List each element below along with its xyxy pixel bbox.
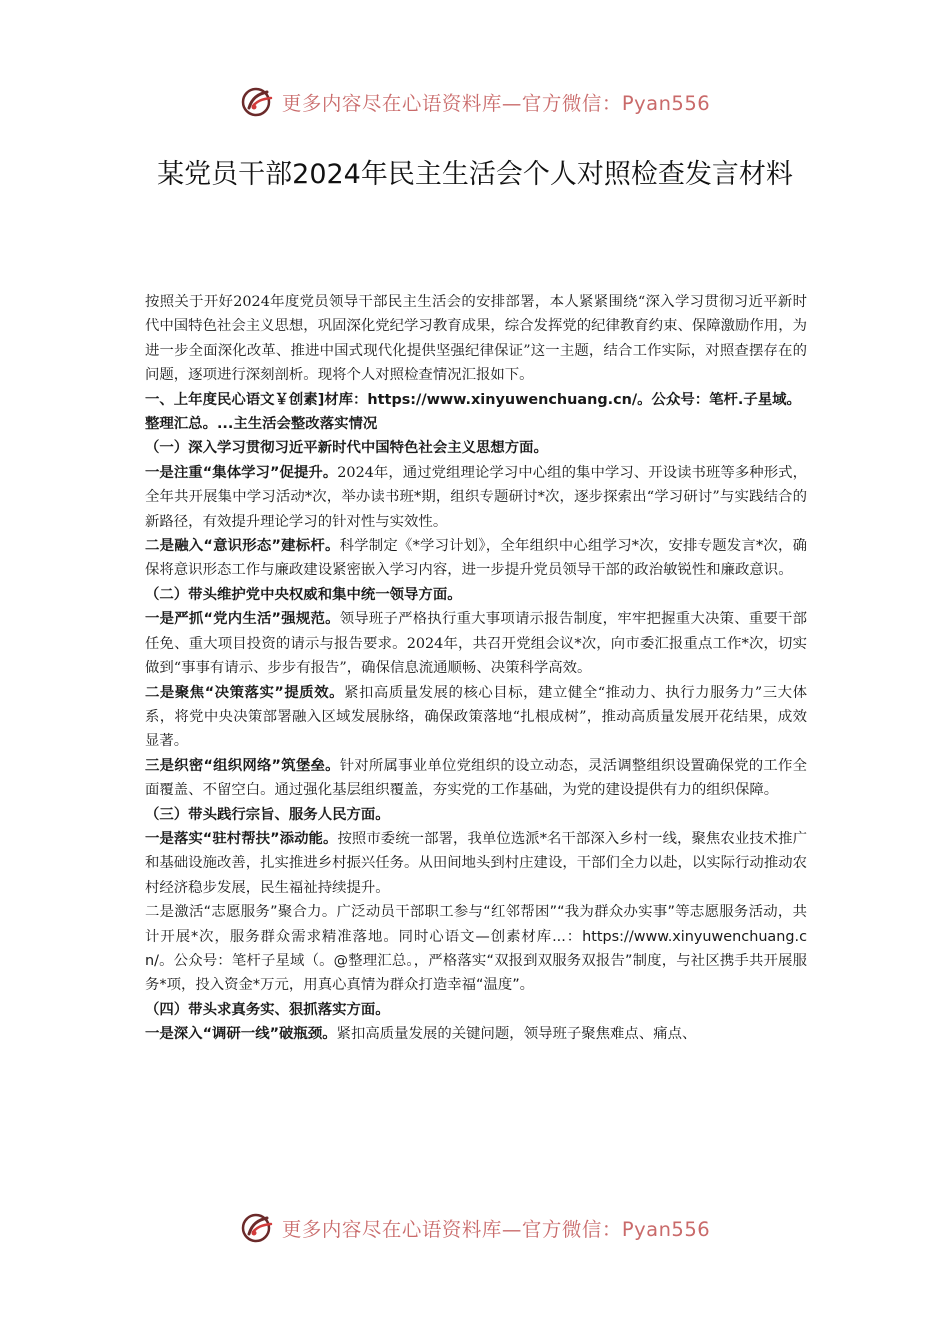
paragraph: 二是激活“志愿服务”聚合力。广泛动员干部职工参与“红邻帮困”“我为群众办实事”等志愿服务活动，共计开展*次，服务群众需求精准落地。同时心语文—创素材库...：https://www.xinyuwenchuang.cn/。公众号：笔杆子星域（。@整理汇总。，严格落实“双报到双服务双报告”制度，与社区携手共开展服务*项，投入资金*万元，用真心真情为群众打造幸福“温度”。 bbox=[145, 904, 807, 994]
item-lead: 一是严抓“党内生活”强规范。 bbox=[145, 611, 340, 628]
paragraph bbox=[145, 461, 807, 534]
subsection-heading-2: （二）带头维护党中央权威和集中统一领导方面。 bbox=[145, 586, 462, 603]
top-banner bbox=[0, 80, 950, 124]
item-text: 按照市委统一部署，我单位选派*名干部深入乡村一线，聚焦农业技术推广和基础设施改善，扎实推进乡村振兴任务。从田间地头到村庄建设，干部们全力以赴，以实际行动推动农村经济稳步发展，民生福祉持续提升。 bbox=[145, 830, 808, 896]
item-lead: 二是融入“意识形态”建标杆。 bbox=[145, 538, 340, 555]
item-lead: 一是深入“调研一线”破瓶颈。 bbox=[145, 1026, 337, 1043]
item-text: 领导班子严格执行重大事项请示报告制度，牢牢把握重大决策、重要干部任免、重大项目投资的请示与报告要求。2024年，共召开党组会议*次，向市委汇报重点工作*次，切实做到“事事有请示、步步有报告”，确保信息流通顺畅、决策科学高效。 bbox=[145, 611, 807, 677]
item-text: 2024年，通过党组理论学习中心组的集中学习、开设读书班等多种形式，全年共开展集中学习活动*次，举办读书班*期，组织专题研讨*次，逐步探索出“学习研讨”与实践结合的新路径，有效提升理论学习的针对性与实效性。 bbox=[145, 464, 807, 530]
subsection-heading-3: （三）带头践行宗旨、服务人民方面。 bbox=[145, 806, 390, 823]
item-lead: 一是注重“集体学习”促提升。 bbox=[145, 464, 338, 481]
item-lead: 三是织密“组织网络”筑堡垒。 bbox=[145, 757, 340, 774]
item-lead: 二是聚焦“决策落实”提质效。 bbox=[145, 684, 345, 701]
item-text: 紧扣高质量发展的核心目标，建立健全“推动力、执行力服务力”三大体系，将党中央决策部署融入区域发展脉络，确保政策落地“扎根成树”，推动高质量发展开花结果，成效显著。 bbox=[145, 684, 807, 750]
paragraph bbox=[145, 827, 807, 900]
item-text: 针对所属事业单位党组织的设立动态，灵活调整组织设置确保党的工作全面覆盖、不留空白。通过强化基层组织覆盖，夯实党的工作基础，为党的建设提供有力的组织保障。 bbox=[145, 757, 807, 799]
document-body bbox=[145, 290, 807, 1047]
bottom-banner bbox=[0, 1206, 950, 1250]
item-text: 紧扣高质量发展的关键问题，领导班子聚焦难点、痛点、 bbox=[336, 1026, 697, 1043]
banner-text: 更多内容尽在心语资料库—官方微信：Pyan556 bbox=[281, 1218, 711, 1241]
paragraph bbox=[145, 681, 807, 754]
item-lead: 一是落实“驻村帮扶”添动能。 bbox=[145, 830, 338, 847]
banner-text: 更多内容尽在心语资料库—官方微信：Pyan556 bbox=[281, 92, 711, 115]
item-text: 科学制定《*学习计划》，全年组织中心组学习*次，安排专题发言*次，确保将意识形态工作与廉政建设紧密嵌入学习内容，进一步提升党员领导干部的政治敏锐性和廉政意识。 bbox=[145, 538, 808, 579]
subsection-heading-1: （一）深入学习贯彻习近平新时代中国特色社会主义思想方面。 bbox=[145, 440, 548, 457]
paragraph bbox=[145, 1022, 807, 1046]
brand-logo-icon bbox=[240, 1210, 276, 1246]
section-heading-1: 一、上年度民心语文￥创素]材库：https://www.xinyuwenchuang.cn/。公众号：笔杆.子星域。整理汇总。...主生活会整改落实情况 bbox=[145, 391, 801, 433]
brand-logo-icon bbox=[240, 84, 276, 120]
paragraph bbox=[145, 534, 807, 583]
subsection-heading-4: （四）带头求真务实、狠抓落实方面。 bbox=[145, 1001, 390, 1018]
paragraph bbox=[145, 754, 807, 803]
paragraph bbox=[145, 607, 807, 680]
page-title: 某党员干部2024年民主生活会个人对照检查发言材料 bbox=[157, 159, 793, 190]
intro-paragraph: 按照关于开好2024年度党员领导干部民主生活会的安排部署，本人紧紧围绕“深入学习贯彻习近平新时代中国特色社会主义思想，巩固深化党纪学习教育成果，综合发挥党的纪律教育约束、保障激励作用，为进一步全面深化改革、推进中国式现代化提供坚强纪律保证”这一主题，结合工作实际，对照查摆存在的问题，逐项进行深刻剖析。现将个人对照检查情况汇报如下。 bbox=[145, 294, 807, 384]
